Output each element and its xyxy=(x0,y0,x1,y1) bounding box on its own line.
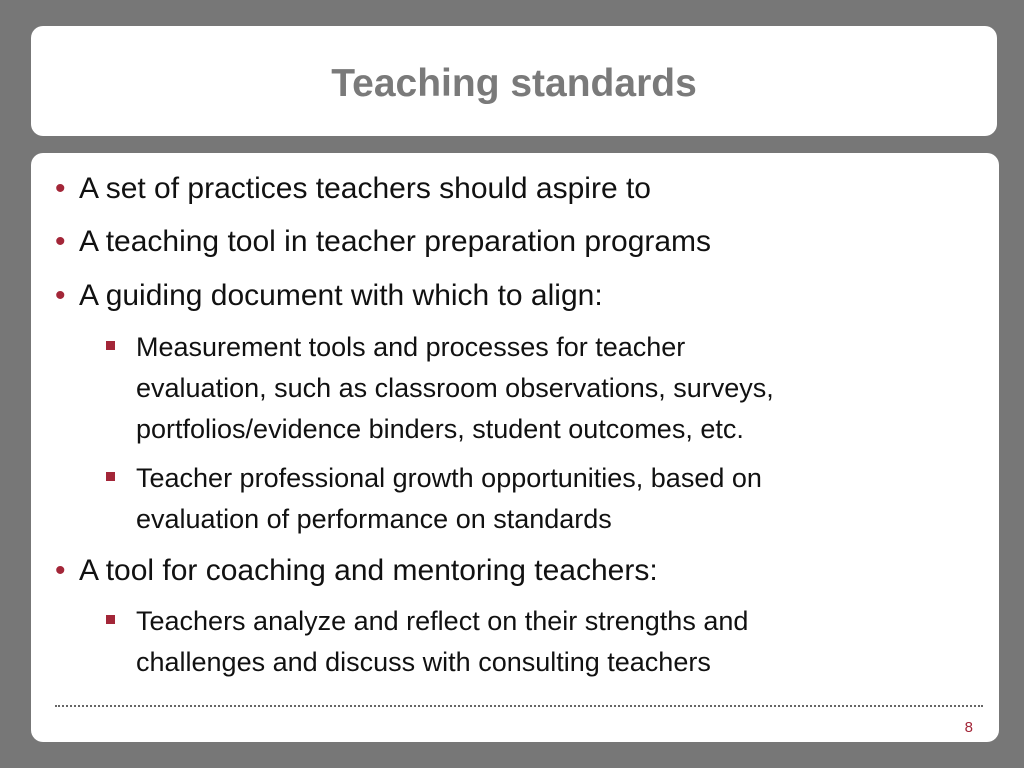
bullet-item xyxy=(55,224,712,260)
sub-bullet-item xyxy=(136,458,966,540)
bullet-text: A guiding document with which to align: xyxy=(79,279,603,312)
square-bullet-icon xyxy=(106,472,115,481)
page-number: 8 xyxy=(964,719,973,736)
content-panel xyxy=(31,153,999,742)
sub-bullet-line: evaluation of performance on standards xyxy=(136,504,612,534)
footer-divider xyxy=(55,705,983,707)
square-bullet-icon xyxy=(106,341,115,350)
bullet-dot-icon: • xyxy=(55,279,66,312)
slide-title: Teaching standards xyxy=(331,62,697,105)
sub-bullet-line: Measurement tools and processes for teacher xyxy=(136,332,686,362)
bullet-text: A set of practices teachers should aspire to xyxy=(79,172,651,205)
sub-bullet-line: challenges and discuss with consulting teachers xyxy=(136,647,711,677)
bullet-item xyxy=(55,171,651,207)
bullet-dot-icon: • xyxy=(55,225,66,258)
bullet-text: A teaching tool in teacher preparation programs xyxy=(79,225,712,258)
sub-bullet-line: Teachers analyze and reflect on their strengths and xyxy=(136,606,749,636)
sub-bullet-line: portfolios/evidence binders, student outcomes, etc. xyxy=(136,414,744,444)
bullet-item xyxy=(55,278,603,314)
title-panel xyxy=(31,26,997,136)
bullet-dot-icon: • xyxy=(55,172,66,205)
square-bullet-icon xyxy=(106,615,115,624)
sub-bullet-line: Teacher professional growth opportunities, based on xyxy=(136,463,762,493)
sub-bullet-item xyxy=(136,601,966,683)
sub-bullet-item xyxy=(136,327,966,450)
sub-bullet-line: evaluation, such as classroom observations, surveys, xyxy=(136,373,774,403)
bullet-dot-icon: • xyxy=(55,554,66,587)
bullet-item xyxy=(55,553,658,589)
bullet-text: A tool for coaching and mentoring teachers: xyxy=(79,554,658,587)
